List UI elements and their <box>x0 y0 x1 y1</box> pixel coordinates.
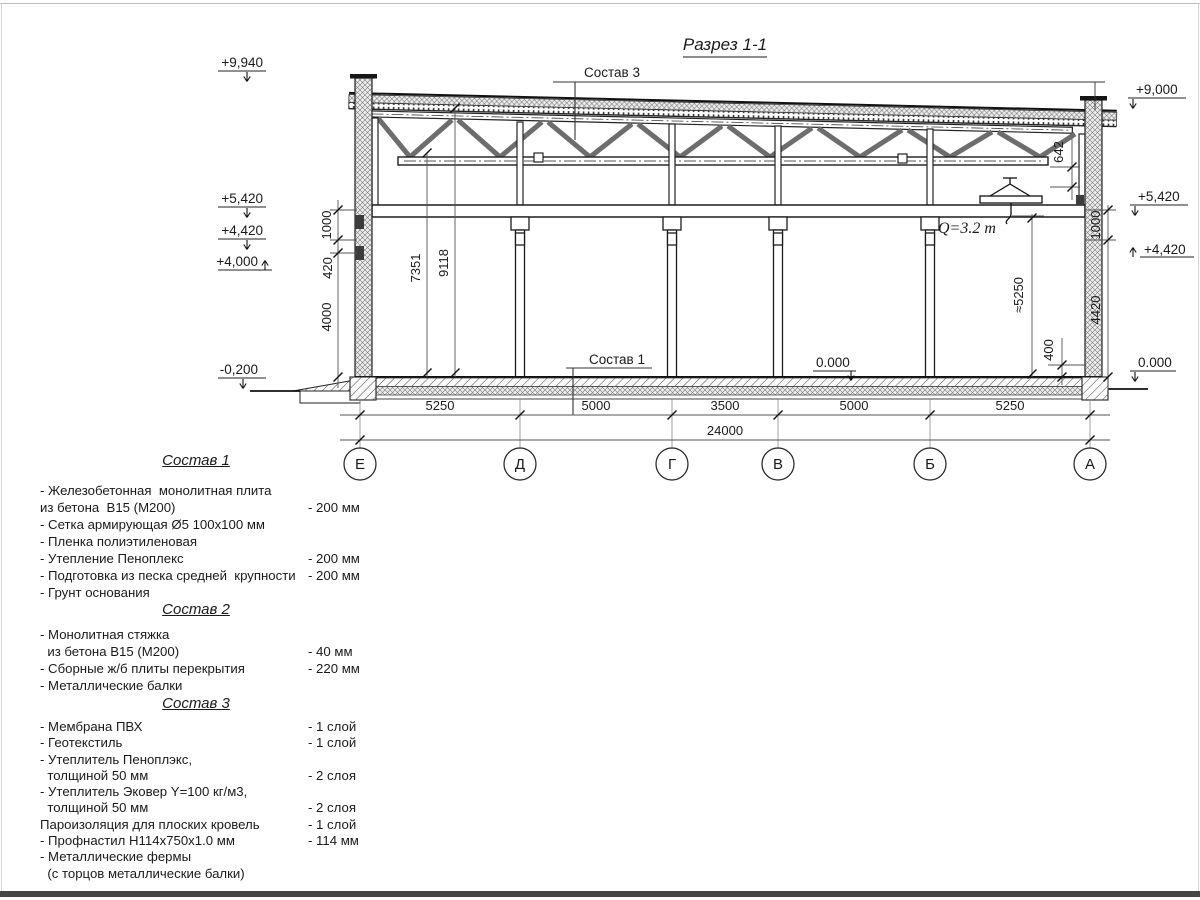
dimension-label: 4420 <box>1088 295 1103 325</box>
elevation-marks-left <box>216 55 272 389</box>
list-item: - Пленка полиэтиленовая <box>40 534 197 549</box>
elevation-label: +4,420 <box>1144 242 1186 257</box>
sostav1-list <box>40 452 378 469</box>
list-item: толщиной 50 мм - 2 слоя <box>40 800 356 816</box>
chord-splice-plate <box>898 154 907 163</box>
dimension-label: ≈5250 <box>1011 276 1026 314</box>
axis-label: А <box>1084 456 1096 473</box>
dimension-label: 5250 <box>425 398 455 413</box>
page-title: Разрез 1-1 <box>682 35 768 54</box>
axis-bubble <box>656 448 688 480</box>
list-item: - Металлические фермы <box>40 849 192 865</box>
list-item: - Утепление Пеноплекс - 200 мм <box>40 551 360 566</box>
callout-label: Состав 1 <box>589 352 645 367</box>
axis-label: Е <box>354 456 366 473</box>
list-item: толщиной 50 мм - 2 слоя <box>40 767 356 783</box>
axis-bubble <box>762 448 794 480</box>
elevation-label: +5,420 <box>1138 189 1180 204</box>
dimension-label: 5000 <box>839 398 869 413</box>
list-item: - Сборные ж/б плиты перекрытия - 220 мм <box>40 661 360 676</box>
dimension-label: 5250 <box>995 398 1025 413</box>
axis-label: Д <box>514 456 526 473</box>
list-item: - Металлические балки <box>40 678 183 693</box>
list-item: - Подготовка из песка средней крупности - 200 мм <box>40 568 360 583</box>
list-item: из бетона В15 (М200) - 200 мм <box>40 500 360 515</box>
axis-label: Б <box>925 456 935 473</box>
dimension-label: 9118 <box>436 249 451 277</box>
dimension-label: 1000 <box>1088 210 1103 240</box>
sostav1-rows <box>40 482 378 601</box>
dimension-label: 5000 <box>581 398 611 413</box>
columns <box>511 217 939 377</box>
list-item: - Профнастил Н114х750х1.0 мм - 114 мм <box>40 833 359 849</box>
elevation-label: 0.000 <box>1138 355 1172 370</box>
list-item: - Геотекстиль - 1 слой <box>40 735 357 751</box>
sostav2-rows <box>40 626 378 694</box>
dimension-label: 3500 <box>710 398 740 413</box>
sostav2-list <box>40 601 378 618</box>
elevation-label: +4,420 <box>221 223 263 238</box>
axis-bubbles <box>344 448 1106 480</box>
elevation-label: +9,940 <box>221 55 263 70</box>
elevation-label: 0.000 <box>816 355 850 370</box>
elevation-label: +5,420 <box>221 191 263 206</box>
elevation-label: -0,200 <box>219 362 258 377</box>
list-title: Состав 1 <box>162 452 230 469</box>
hoist-load-label: Q=3.2 т <box>938 220 996 237</box>
elevation-marks-right <box>1128 82 1194 382</box>
column <box>769 217 787 377</box>
list-item: (с торцов металлические балки) <box>40 865 245 881</box>
list-item: - Монолитная стяжка <box>40 627 170 642</box>
dimension-label-total: 24000 <box>706 423 744 438</box>
column <box>511 217 529 377</box>
dimension-label: 4000 <box>319 302 334 332</box>
axis-bubble <box>504 448 536 480</box>
dimension-label: 642 <box>1051 141 1066 163</box>
floor-slab <box>355 377 1102 399</box>
list-item: - Грунт основания <box>40 585 150 600</box>
dimension-lines-bottom <box>340 398 1110 448</box>
chord-splice-plate <box>534 153 543 162</box>
elevation-label: +4,000 <box>216 254 258 269</box>
elevation-label: +9,000 <box>1136 82 1178 97</box>
list-title: Состав 2 <box>162 601 230 618</box>
list-item: - Железобетонная монолитная плита <box>40 483 272 498</box>
right-pilaster <box>1079 134 1085 205</box>
sostav3-list <box>40 695 378 712</box>
axis-label: Г <box>667 456 677 473</box>
dimension-label: 7351 <box>408 253 423 283</box>
dimension-label: 1000 <box>319 210 334 240</box>
list-item: - Мембрана ПВХ - 1 слой <box>40 719 357 734</box>
list-item: - Утеплитель Пеноплэкс, <box>40 751 193 767</box>
column <box>921 217 939 377</box>
sostav3-rows <box>40 719 378 882</box>
list-item: Пароизоляция для плоских кровель - 1 слой <box>40 816 357 832</box>
axis-bubble <box>1074 448 1106 480</box>
axis-bubble <box>914 448 946 480</box>
list-item: - Утеплитель Эковер Y=100 кг/м3, <box>40 784 248 800</box>
vertical-dimensions-left <box>319 200 357 388</box>
list-item: из бетона В15 (М200) - 40 мм <box>40 644 353 659</box>
list-title: Состав 3 <box>162 695 230 712</box>
axis-label: В <box>772 456 784 473</box>
drawing-title <box>683 35 767 57</box>
callout-label: Состав 3 <box>584 65 640 80</box>
dimension-label: 400 <box>1041 339 1056 361</box>
dimension-label: 420 <box>320 257 335 279</box>
column <box>663 217 681 377</box>
list-item: - Сетка армирующая Ø5 100x100 мм <box>40 517 265 532</box>
crane-beam-level <box>372 205 1085 217</box>
vertical-dimensions-interior <box>408 104 460 378</box>
left-pilaster <box>372 118 378 205</box>
